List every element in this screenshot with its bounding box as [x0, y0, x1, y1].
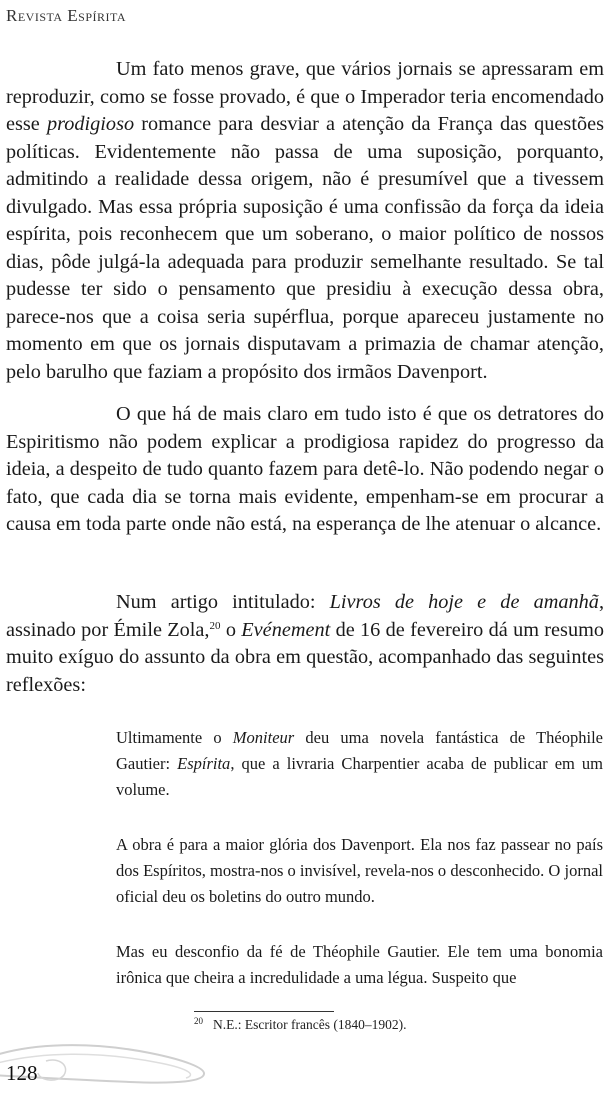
- paragraph-1-text-b: romance para desviar a atenção da França das questões políticas. Evidentemente não passa de uma suposição, porquanto, admitindo a realidade dessa origem, não é presumível que a tivessem divulgado. Mas essa própria suposição é uma confissão da força da ideia espírita, pois reconhecem que um soberano, o maior político de nossos dias, pôde julgá-la adequada para produzir semelhante resultado. Se tal pudesse ter sido o pensamento que presidiu à execução dessa obra, parece-nos que a coisa seria supérflua, porque apareceu justamente no momento em que os jornais disputavam a primazia de chamar atenção, pelo barulho que faziam a propósito dos irmãos Davenport.: [6, 113, 604, 383]
- quote-1-book-title: Espírita: [177, 754, 231, 773]
- quote-1-text-b: deu uma novela fantástica de Théophile Gautier:: [116, 728, 603, 773]
- paragraph-3-text-a: Num artigo intitulado:: [116, 591, 330, 613]
- quote-1-text-a: Ultimamente o: [116, 728, 233, 747]
- footnote-number: 20: [194, 1016, 203, 1026]
- paragraph-3-newspaper: Evénement: [241, 618, 331, 641]
- paragraph-3-text-b: , assinado por Émile Zola,: [6, 591, 605, 641]
- footnote: [194, 1017, 406, 1033]
- block-quote-2: [116, 832, 603, 910]
- quote-1-text-c: , que a livraria Charpentier acaba de publicar em um volume.: [116, 754, 604, 799]
- paragraph-1-text-a: Um fato menos grave, que vários jornais se apressaram em reproduzir, como se fosse provado, é que o Imperador teria encomendado esse: [6, 58, 604, 135]
- paragraph-3-text-d: de 16 de fevereiro dá um resumo muito exíguo do assunto da obra em questão, acompanhado das seguintes reflexões:: [6, 618, 605, 696]
- paragraph-2: [6, 401, 604, 539]
- quote-1-newspaper: Moniteur: [232, 728, 295, 747]
- paragraph-3: [6, 589, 604, 699]
- quote-3-text: Mas eu desconfio da fé de Théophile Gautier. Ele tem uma bonomia irônica que cheira a incredulidade a uma légua. Suspeito que: [116, 942, 603, 987]
- footnote-divider: [194, 1011, 334, 1012]
- paragraph-2-text: O que há de mais claro em tudo isto é que os detratores do Espiritismo não podem explicar a prodigiosa rapidez do progresso da ideia, a despeito de tudo quanto fazem para detê-lo. Não podendo negar o fato, que cada dia se torna mais evidente, empenham-se em procurar a causa em toda parte onde não está, na esperança de lhe atenuar o alcance.: [6, 403, 604, 535]
- block-quote-3: [116, 939, 603, 991]
- footnote-reference[interactable]: 20: [209, 619, 221, 632]
- paragraph-1-emphasis: prodigioso: [46, 113, 135, 135]
- block-quote-1: [116, 725, 603, 803]
- page-number: 128: [6, 1061, 38, 1085]
- running-header: Revista Espírita: [6, 6, 127, 25]
- paragraph-3-text-c: o: [220, 618, 242, 641]
- quote-2-text: A obra é para a maior glória dos Davenport. Ela nos faz passear no país dos Espíritos, mostra-nos o invisível, revela-nos o desconhecido. O jornal oficial deu os boletins do outro mundo.: [116, 835, 603, 906]
- footnote-text: N.E.: Escritor francês (1840–1902).: [213, 1017, 407, 1032]
- paragraph-1: [6, 56, 604, 386]
- paragraph-3-book-title: Livros de hoje e de amanhã: [329, 591, 599, 613]
